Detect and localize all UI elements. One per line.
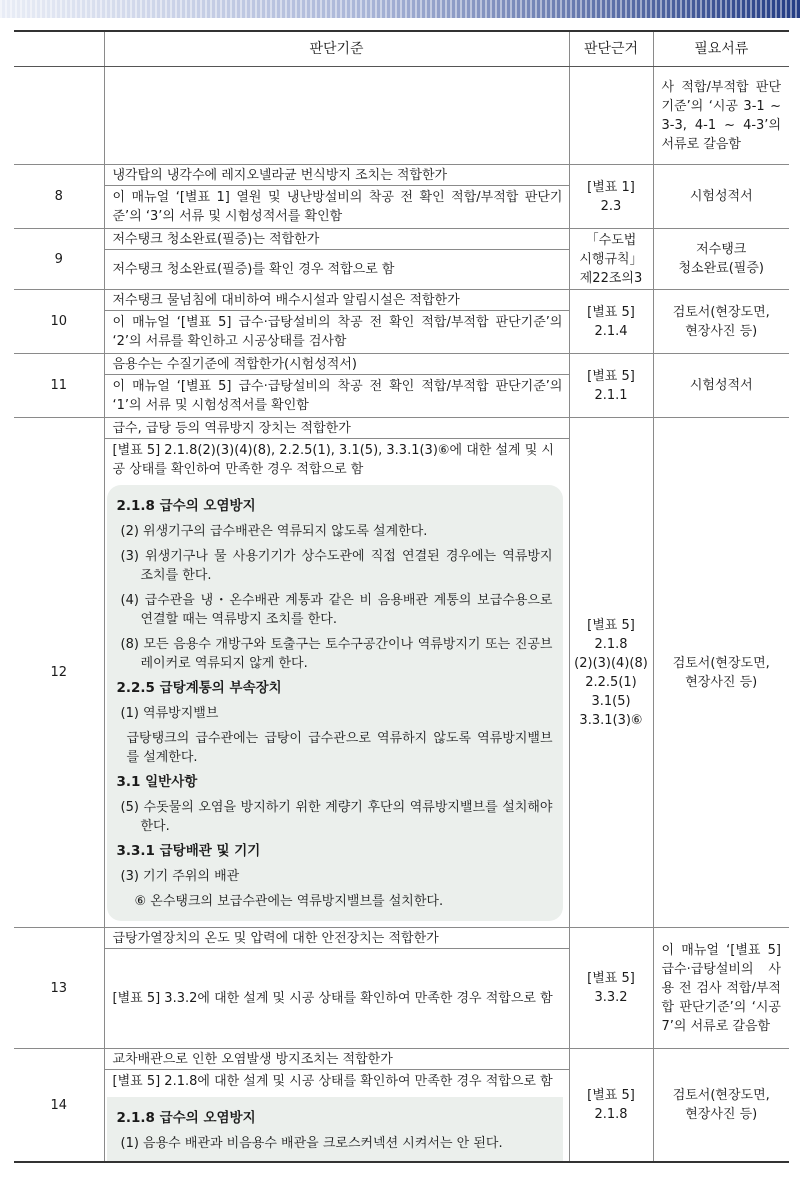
- basis-cell: [별표 5] 2.1.8: [569, 1049, 653, 1163]
- docs-cell: 검토서(현장도면, 현장사진 등): [653, 290, 789, 354]
- table-row: [14, 290, 789, 311]
- row-number: 12: [14, 418, 104, 928]
- criteria-detail: 이 매뉴얼 ‘[별표 5] 급수·급탕설비의 착공 전 확인 적합/부적합 판단기준’의 ‘1’의 서류 및 시험성적서를 확인함: [104, 375, 569, 418]
- header-decoration-bar: [0, 0, 800, 18]
- criteria-question: 급탕가열장치의 온도 및 압력에 대한 안전장치는 적합한가: [104, 928, 569, 949]
- table-row: [14, 165, 789, 186]
- criteria-question: 저수탱크 청소완료(필증)는 적합한가: [104, 229, 569, 250]
- criteria-detail: 저수탱크 청소완료(필증)를 확인 경우 적합으로 함: [104, 250, 569, 290]
- row-number: 13: [14, 928, 104, 1049]
- header-no: [14, 31, 104, 67]
- excerpt-text: 급탕탱크의 급수관에는 급탕이 급수관으로 역류하지 않도록 역류방지밸브를 설계한다.: [126, 731, 553, 765]
- table-row: [14, 418, 789, 439]
- criteria-question: 급수, 급탕 등의 역류방지 장치는 적합한가: [104, 418, 569, 439]
- docs-cell: 검토서(현장도면, 현장사진 등): [653, 418, 789, 928]
- excerpt-heading: 2.1.8 급수의 오염방지: [116, 498, 256, 514]
- excerpt-item: (5) 수돗물의 오염을 방지하기 위한 계량기 후단의 역류방지밸브를 설치해야 한다.: [120, 800, 553, 834]
- basis-cell: [별표 5] 2.1.1: [569, 354, 653, 418]
- table-row: [14, 928, 789, 949]
- row-number: 14: [14, 1049, 104, 1163]
- excerpt-item: (1) 음용수 배관과 비음용수 배관을 크로스커넥션 시켜서는 안 된다.: [120, 1136, 503, 1151]
- docs-cell: 검토서(현장도면, 현장사진 등): [653, 1049, 789, 1163]
- criteria-detail: [별표 5] 2.1.8(2)(3)(4)(8), 2.2.5(1), 3.1(5), 3.3.1(3)⑥에 대한 설계 및 시공 상태를 확인하여 만족한 경우 적합으로 함: [112, 443, 554, 477]
- table-row: [14, 354, 789, 375]
- criteria-question: 교차배관으로 인한 오염발생 방지조치는 적합한가: [104, 1049, 569, 1070]
- criteria-question: 저수탱크 물넘침에 대비하여 배수시설과 알림시설은 적합한가: [104, 290, 569, 311]
- basis-cell: [별표 5] 2.1.4: [569, 290, 653, 354]
- docs-cell: 저수탱크 청소완료(필증): [653, 229, 789, 290]
- docs-cell: 사 적합/부적합 판단기준’의 ‘시공 3-1 ~ 3-3, 4-1 ~ 4-3’의 서류로 갈음함: [653, 67, 789, 165]
- basis-cell: 「수도법 시행규칙」 제22조의3: [569, 229, 653, 290]
- criteria-table: [14, 30, 789, 1163]
- table-header-row: [14, 31, 789, 67]
- basis-cell: [별표 5] 2.1.8 (2)(3)(4)(8) 2.2.5(1) 3.1(5) 3.3.1(3)⑥: [569, 418, 653, 928]
- excerpt-heading: 2.1.8 급수의 오염방지: [116, 1110, 256, 1126]
- excerpt-item: (4) 급수관을 냉・온수배관 계통과 같은 비 음용배관 계통의 보급수용으로 연결할 때는 역류방지 조치를 한다.: [120, 593, 553, 627]
- excerpt-item: (2) 위생기구의 급수배관은 역류되지 않도록 설계한다.: [120, 524, 428, 539]
- criteria-detail: 이 매뉴얼 ‘[별표 1] 열원 및 냉난방설비의 착공 전 확인 적합/부적합 판단기준’의 ‘3’의 서류 및 시험성적서를 확인함: [104, 186, 569, 229]
- header-docs: 필요서류: [653, 31, 789, 67]
- standard-excerpt-box: [107, 485, 563, 921]
- excerpt-subitem: ⑥ 온수탱크의 보급수관에는 역류방지밸브를 설치한다.: [134, 894, 444, 909]
- excerpt-heading: 3.1 일반사항: [116, 774, 198, 790]
- header-basis: 판단근거: [569, 31, 653, 67]
- excerpt-item: (3) 위생기구나 물 사용기기가 상수도관에 직접 연결된 경우에는 역류방지 조치를 한다.: [120, 549, 553, 583]
- basis-cell: [별표 1] 2.3: [569, 165, 653, 229]
- criteria-question: 음용수는 수질기준에 적합한가(시험성적서): [104, 354, 569, 375]
- excerpt-heading: 3.3.1 급탕배관 및 기기: [116, 843, 261, 859]
- row-number: 10: [14, 290, 104, 354]
- table-row-continued: [14, 67, 789, 165]
- docs-cell: 이 매뉴얼 ‘[별표 5] 급수·급탕설비의 사용 전 검사 적합/부적합 판단기준’의 ‘시공 7’의 서류로 갈음함: [653, 928, 789, 1049]
- standard-excerpt-box: [107, 1097, 563, 1161]
- docs-cell: 시험성적서: [653, 165, 789, 229]
- row-number: 9: [14, 229, 104, 290]
- row-number: 8: [14, 165, 104, 229]
- excerpt-item: (1) 역류방지밸브: [120, 706, 219, 721]
- excerpt-item: (3) 기기 주위의 배관: [120, 869, 240, 884]
- excerpt-item: (8) 모든 음용수 개방구와 토출구는 토수구공간이나 역류방지기 또는 진공브레이커로 역류되지 않게 한다.: [120, 637, 553, 671]
- row-number: 11: [14, 354, 104, 418]
- basis-cell: [별표 5] 3.3.2: [569, 928, 653, 1049]
- criteria-detail: 이 매뉴얼 ‘[별표 5] 급수·급탕설비의 착공 전 확인 적합/부적합 판단기준’의 ‘2’의 서류를 확인하고 시공상태를 검사함: [104, 311, 569, 354]
- header-criteria: 판단기준: [104, 31, 569, 67]
- criteria-detail: [별표 5] 3.3.2에 대한 설계 및 시공 상태를 확인하여 만족한 경우 적합으로 함: [104, 949, 569, 1049]
- table-row: [14, 229, 789, 250]
- docs-cell: 시험성적서: [653, 354, 789, 418]
- criteria-question: 냉각탑의 냉각수에 레지오넬라균 번식방지 조치는 적합한가: [104, 165, 569, 186]
- excerpt-heading: 2.2.5 급탕계통의 부속장치: [116, 680, 282, 696]
- criteria-detail: [별표 5] 2.1.8에 대한 설계 및 시공 상태를 확인하여 만족한 경우 적합으로 함: [112, 1074, 553, 1089]
- table-row: [14, 1049, 789, 1070]
